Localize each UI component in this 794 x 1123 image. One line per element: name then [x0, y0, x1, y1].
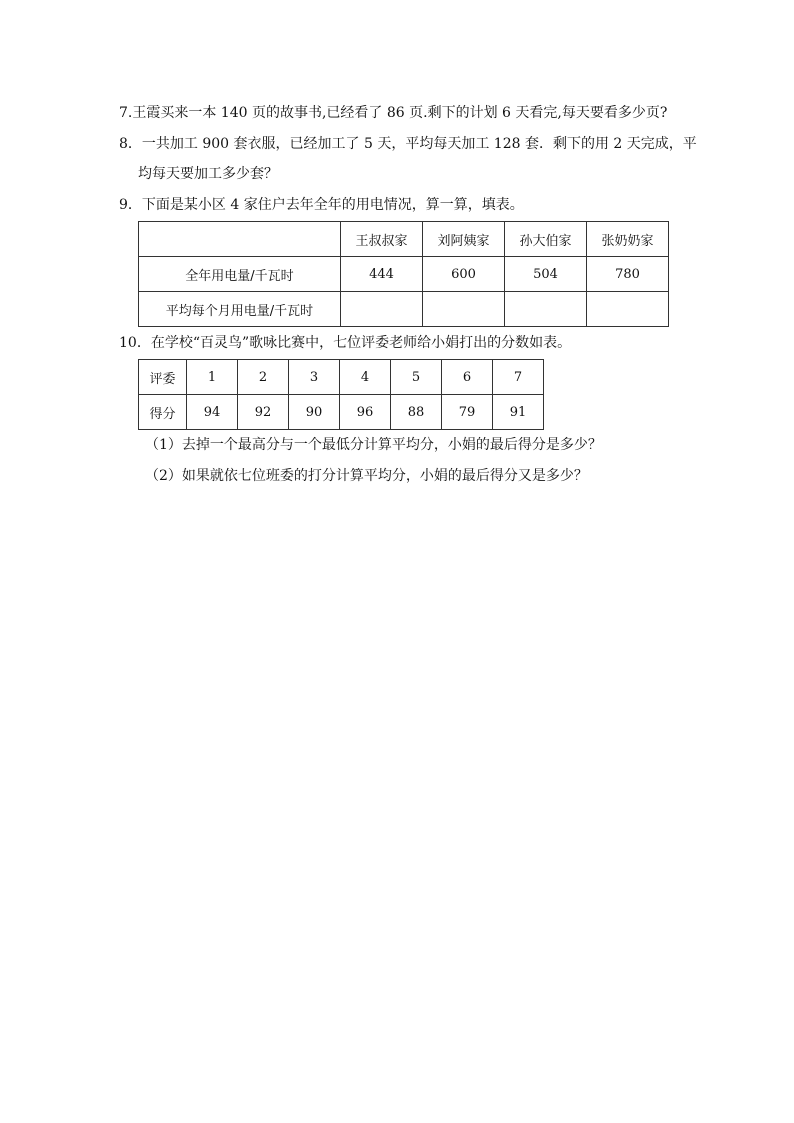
- question-10-part-2: （2）如果就依七位班委的打分计算平均分，小娟的最后得分又是多少？: [145, 468, 588, 484]
- table-cell: 92: [238, 395, 289, 430]
- table-cell: 1: [187, 360, 238, 395]
- row-label: 平均每个月用电量/千瓦时: [139, 292, 341, 327]
- table-header-cell: 孙大伯家: [505, 222, 587, 257]
- question-10: 10．在学校“百灵鸟”歌咏比赛中，七位评委老师给小娟打出的分数如表。: [119, 335, 572, 351]
- table-cell: [139, 222, 341, 257]
- table-cell-blank: [587, 292, 669, 327]
- table-cell: 7: [493, 360, 544, 395]
- table-cell-blank: [423, 292, 505, 327]
- table-header-cell: 王叔叔家: [341, 222, 423, 257]
- table-cell-blank: [341, 292, 423, 327]
- table-cell-blank: [505, 292, 587, 327]
- question-8-line-2: 均每天要加工多少套？: [138, 166, 278, 182]
- table-cell: 90: [289, 395, 340, 430]
- question-10-part-1: （1）去掉一个最高分与一个最低分计算平均分，小娟的最后得分是多少？: [145, 437, 602, 453]
- table-cell: 88: [391, 395, 442, 430]
- question-8-line-1: 8．一共加工 900 套衣服，已经加工了 5 天，平均每天加工 128 套．剩下的用 2 天完成，平: [119, 136, 697, 152]
- electricity-table: [138, 221, 669, 327]
- table-row: [139, 292, 669, 327]
- question-9: 9．下面是某小区 4 家住户去年全年的用电情况，算一算，填表。: [119, 197, 524, 213]
- table-cell: 79: [442, 395, 493, 430]
- table-header-cell: 张奶奶家: [587, 222, 669, 257]
- table-cell: 600: [423, 257, 505, 292]
- table-cell: 3: [289, 360, 340, 395]
- table-cell: 5: [391, 360, 442, 395]
- table-cell: 2: [238, 360, 289, 395]
- table-cell: 444: [341, 257, 423, 292]
- row-label: 得分: [139, 395, 187, 430]
- table-row: [139, 257, 669, 292]
- table-cell: 96: [340, 395, 391, 430]
- table-header-row: [139, 222, 669, 257]
- table-cell: 91: [493, 395, 544, 430]
- table-cell: 4: [340, 360, 391, 395]
- table-header-cell: 刘阿姨家: [423, 222, 505, 257]
- question-7: 7.王霞买来一本 140 页的故事书,已经看了 86 页.剩下的计划 6 天看完,每天要看多少页?: [119, 105, 668, 121]
- table-cell: 6: [442, 360, 493, 395]
- row-label: 全年用电量/千瓦时: [139, 257, 341, 292]
- table-row: [139, 360, 544, 395]
- score-table: [138, 359, 544, 430]
- row-label: 评委: [139, 360, 187, 395]
- table-cell: 94: [187, 395, 238, 430]
- table-row: [139, 395, 544, 430]
- table-cell: 780: [587, 257, 669, 292]
- table-cell: 504: [505, 257, 587, 292]
